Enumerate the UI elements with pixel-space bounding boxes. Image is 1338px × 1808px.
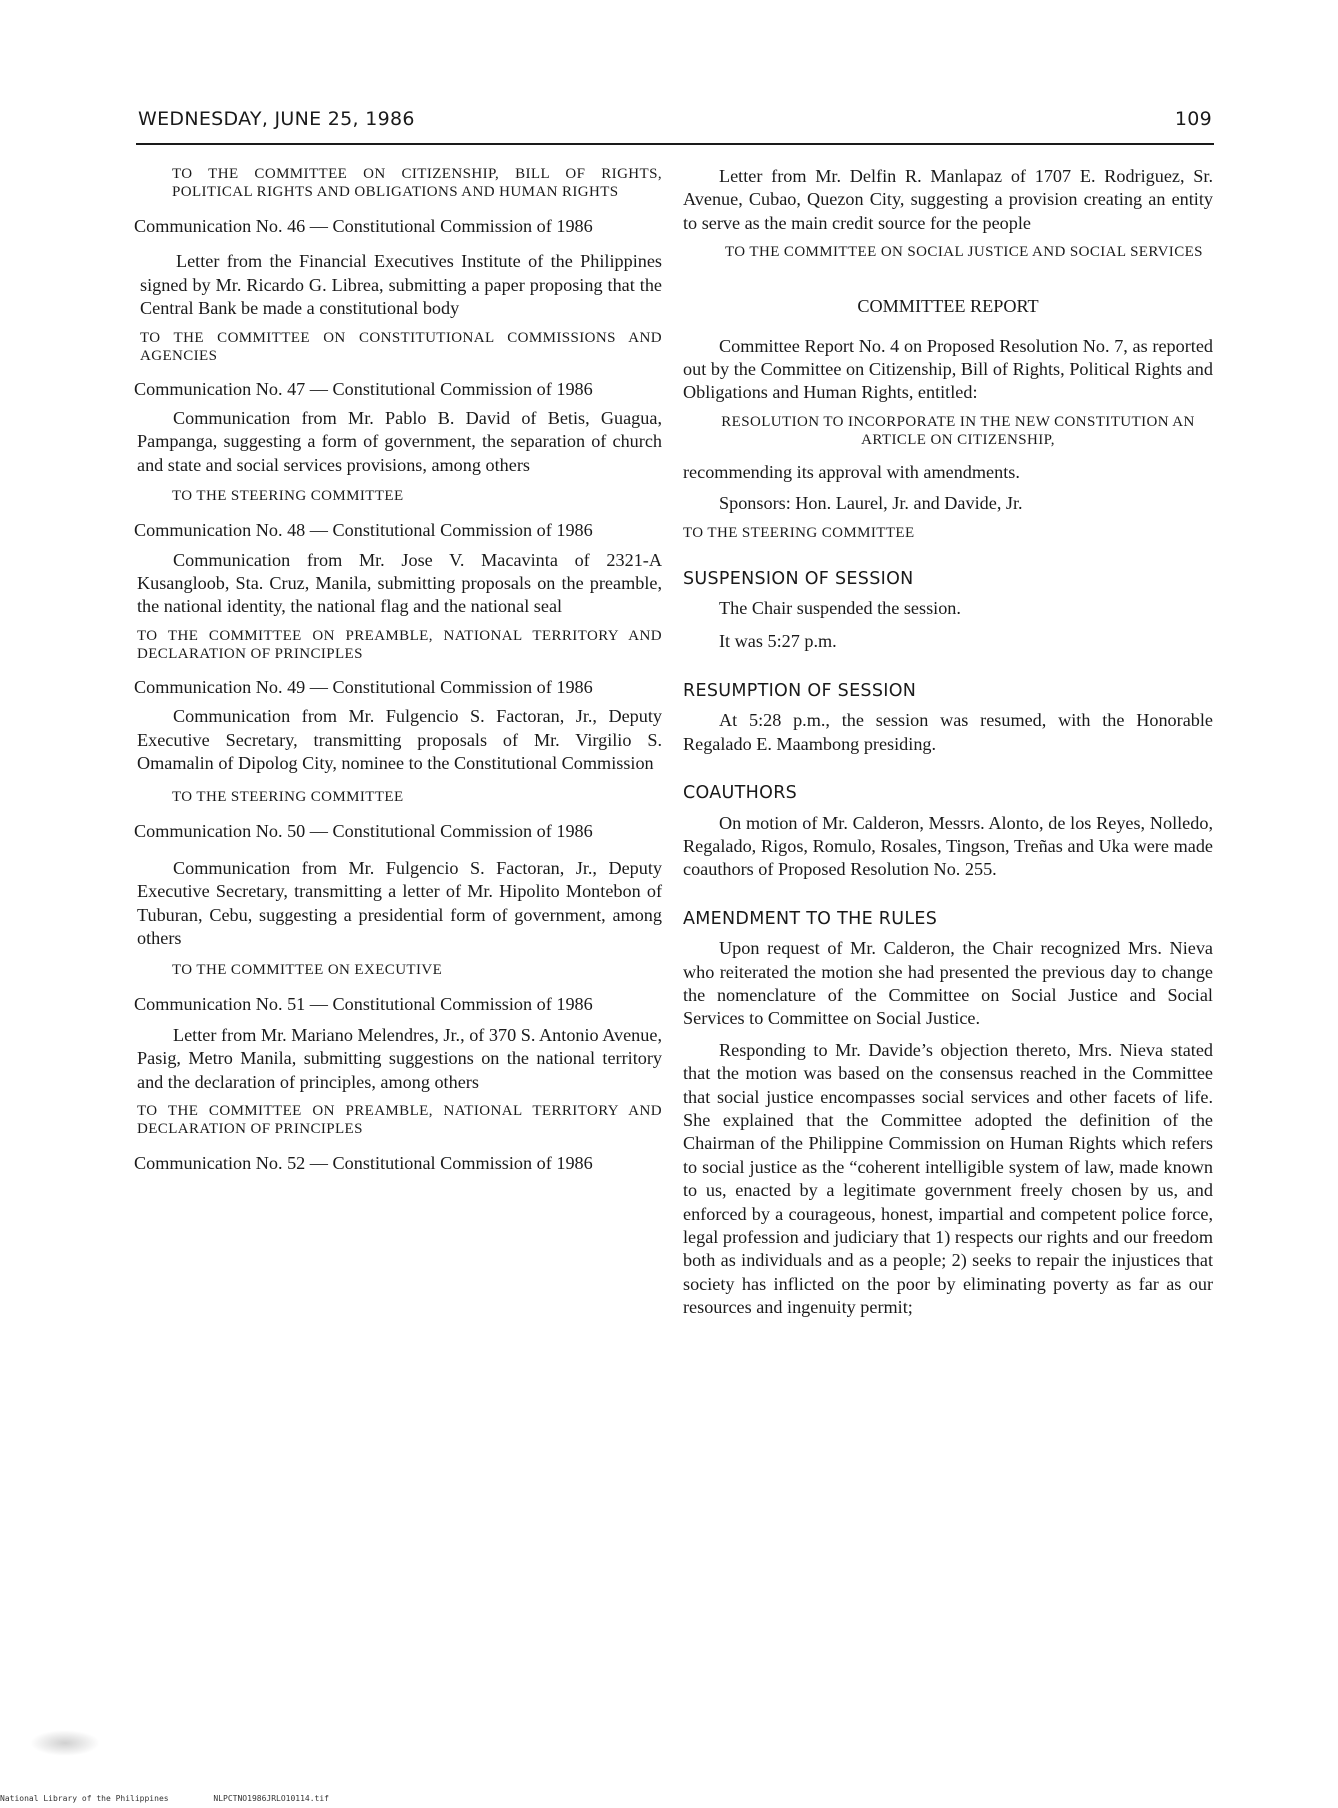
file-id-label: NLPCTNO1986JRLO10114.tif: [213, 1794, 329, 1803]
scan-smudge: [30, 1730, 100, 1756]
library-label: National Library of the Philippines: [0, 1794, 169, 1803]
committee-referral: TO THE STEERING COMMITTEE: [172, 488, 404, 505]
page-number: 109: [1174, 108, 1212, 130]
communication-heading: Communication No. 46 — Constitutional Commission of 1986: [134, 216, 593, 236]
communication-heading: Communication No. 47 — Constitutional Commission of 1986: [134, 378, 593, 399]
committee-referral: TO THE COMMITTEE ON SOCIAL JUSTICE AND SOCIAL SERVICES: [725, 244, 1203, 261]
suspension-text: The Chair suspended the session.: [719, 598, 961, 619]
committee-referral: TO THE STEERING COMMITTEE: [683, 524, 915, 541]
communication-heading: Communication No. 48 — Constitutional Commission of 1986: [134, 520, 593, 541]
coauthors-text: On motion of Mr. Calderon, Messrs. Alonto, de los Reyes, Nolledo, Regalado, Rigos, Romulo, Rosales, Tingson, Treñas and Uka were made coauthors of Proposed Resolution No. 255.: [683, 812, 1213, 880]
communication-heading: Communication No. 51 — Constitutional Commission of 1986: [134, 993, 593, 1014]
committee-report-heading: COMMITTEE REPORT: [857, 296, 1039, 317]
header-rule: [136, 143, 1214, 145]
communication-body: Communication from Mr. Fulgencio S. Factoran, Jr., Deputy Executive Secretary, transmitting proposals of Mr. Virgilio S. Omamalin of Dipolog City, nominee to the Constitutional Commission: [137, 706, 662, 774]
right-column: [683, 165, 1213, 1320]
page-date-title: WEDNESDAY, JUNE 25, 1986: [138, 108, 415, 130]
communication-heading: Communication No. 49 — Constitutional Commission of 1986: [134, 676, 593, 697]
resumption-heading: RESUMPTION OF SESSION: [683, 680, 917, 701]
scan-footer: [0, 1794, 369, 1803]
committee-referral: TO THE STEERING COMMITTEE: [172, 788, 404, 805]
communication-body: Communication from Mr. Pablo B. David of Betis, Guagua, Pampanga, suggesting a form of government, the separation of church and state and social services provisions, among others: [137, 408, 662, 475]
communication-body: Communication from Mr. Jose V. Macavinta of 2321-A Kusangloob, Sta. Cruz, Manila, submitting proposals on the preamble, the national identity, the national flag and the national seal: [137, 549, 662, 617]
committee-referral: TO THE COMMITTEE ON CONSTITUTIONAL COMMISSIONS AND AGENCIES: [140, 329, 662, 364]
sponsors-text: Sponsors: Hon. Laurel, Jr. and Davide, Jr.: [719, 493, 1023, 514]
communication-heading: Communication No. 52 — Constitutional Commission of 1986: [134, 1153, 593, 1174]
communication-body: Communication from Mr. Fulgencio S. Factoran, Jr., Deputy Executive Secretary, transmitting a letter of Mr. Hipolito Montebon of Tuburan, Cebu, suggesting a presidential form of government, among others: [137, 857, 662, 949]
committee-referral: TO THE COMMITTEE ON CITIZENSHIP, BILL OF RIGHTS, POLITICAL RIGHTS AND OBLIGATIONS AND HUMAN RIGHTS: [172, 166, 662, 200]
coauthors-heading: COAUTHORS: [683, 783, 798, 804]
committee-referral: TO THE COMMITTEE ON PREAMBLE, NATIONAL TERRITORY AND DECLARATION OF PRINCIPLES: [137, 627, 662, 662]
communication-heading: Communication No. 50 — Constitutional Commission of 1986: [134, 820, 593, 841]
recommendation-text: recommending its approval with amendments.: [683, 461, 1020, 482]
committee-report-body: Committee Report No. 4 on Proposed Resolution No. 7, as reported out by the Committee on Citizenship, Bill of Rights, Political Rights and Obligations and Human Rights, entitled:: [683, 335, 1213, 403]
communication-body: Letter from Mr. Mariano Melendres, Jr., of 370 S. Antonio Avenue, Pasig, Metro Manila, submitting suggestions on the national territory and the declaration of principles, among others: [137, 1024, 662, 1092]
amendment-heading: AMENDMENT TO THE RULES: [683, 908, 938, 929]
committee-referral: TO THE COMMITTEE ON PREAMBLE, NATIONAL TERRITORY AND DECLARATION OF PRINCIPLES: [137, 1103, 662, 1138]
amendment-paragraph: Upon request of Mr. Calderon, the Chair recognized Mrs. Nieva who reiterated the motion she had presented the previous day to change the nomenclature of the Committee on Social Justice and Social Services to Committee on Social Justice.: [683, 938, 1213, 1029]
suspension-time: It was 5:27 p.m.: [719, 631, 837, 652]
left-column: [134, 165, 662, 1176]
amendment-paragraph: Responding to Mr. Davide’s objection thereto, Mrs. Nieva stated that the motion was based on the consensus reached in the Committee that social justice encompasses social services and other facets of life. She explained that the Committee adopted the definition of the Chairman of the Philippine Commission on Human Rights which refers to social justice as the “coherent intelligible system of law, made known to us, enacted by a legitimate government freely chosen by us, and enforced by a courageous, honest, impartial and competent police force, legal profession and judiciary that 1) respects our rights and our freedom both as individuals and as a people; 2) seeks to repair the injustices that society has inflicted on the poor by eliminating poverty as far as our resources and ingenuity permit;: [683, 1039, 1213, 1318]
suspension-heading: SUSPENSION OF SESSION: [683, 568, 914, 589]
resumption-text: At 5:28 p.m., the session was resumed, with the Honorable Regalado E. Maambong presiding.: [683, 710, 1213, 754]
letter-body: Letter from Mr. Delfin R. Manlapaz of 1707 E. Rodriguez, Sr. Avenue, Cubao, Quezon City, suggesting a provision creating an entity to serve as the main credit source for the people: [683, 166, 1213, 233]
communication-body: Letter from the Financial Executives Institute of the Philippines signed by Mr. Ricardo G. Librea, submitting a paper proposing that the Central Bank be made a constitutional body: [140, 251, 662, 319]
resolution-title: RESOLUTION TO INCORPORATE IN THE NEW CONSTITUTION AN ARTICLE ON CITIZENSHIP,: [721, 413, 1195, 448]
committee-referral: TO THE COMMITTEE ON EXECUTIVE: [172, 961, 443, 978]
